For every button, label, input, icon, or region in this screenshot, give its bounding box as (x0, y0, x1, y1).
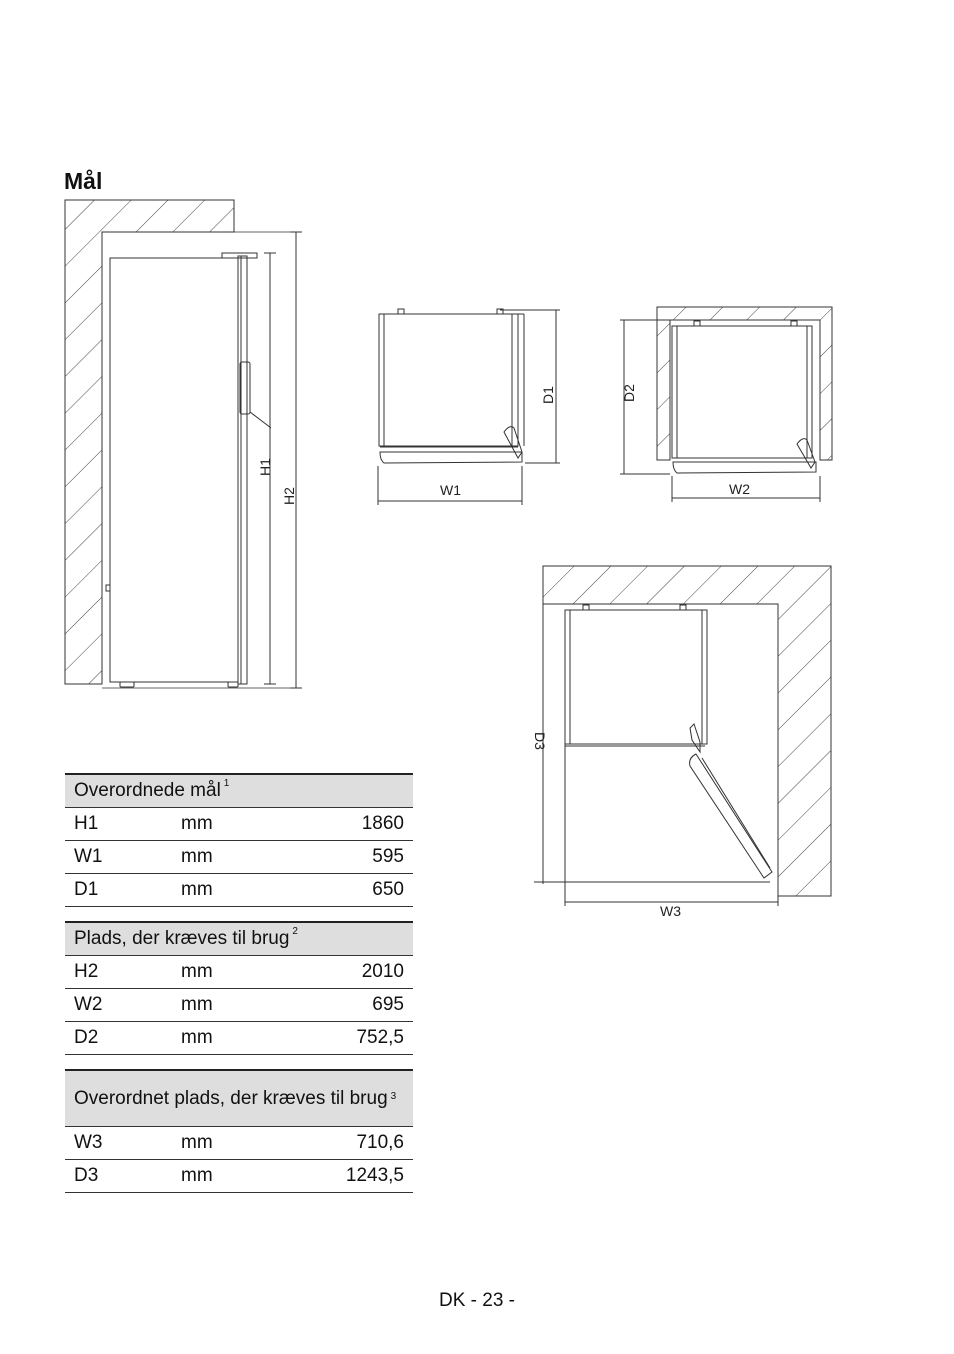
top-view-drawing-2 (620, 307, 832, 502)
w2-label: W2 (729, 481, 750, 497)
w1-label: W1 (440, 482, 461, 498)
table-row: W3 mm 710,6 (65, 1127, 413, 1160)
table-row: D2 mm 752,5 (65, 1022, 413, 1055)
niche-hatch (657, 307, 832, 460)
table-heading: Overordnede mål $^1$ (65, 774, 413, 808)
cabinet-top (379, 314, 518, 446)
top-view-drawing-1 (378, 309, 560, 505)
overall-dimensions-table (65, 773, 413, 907)
cabinet-top-3 (565, 610, 707, 744)
space-required-table (65, 921, 413, 1055)
corner-wall-hatch (543, 566, 831, 896)
page-title: Mål (64, 168, 103, 194)
table-row: H2 mm 2010 (65, 956, 413, 989)
table-row: D1 mm 650 (65, 874, 413, 907)
total-space-table (65, 1069, 413, 1193)
d1-label: D1 (540, 386, 556, 404)
page-number: DK - 23 - (438, 1290, 516, 1311)
table-row: W2 mm 695 (65, 989, 413, 1022)
table-heading: Overordnet plads, der kræves til brug $^3$ (65, 1070, 413, 1127)
table-heading: Plads, der kræves til brug $^2$ (65, 922, 413, 956)
cabinet-side (110, 258, 238, 682)
h1-label: H1 (257, 458, 273, 476)
h2-label: H2 (281, 487, 297, 505)
table-row: D3 mm 1243,5 (65, 1160, 413, 1193)
table-heading-row (65, 1070, 413, 1127)
table-heading-row (65, 774, 413, 808)
corner-view-drawing (534, 566, 831, 906)
door-side (238, 256, 247, 684)
table-row: W1 mm 595 (65, 841, 413, 874)
door-top (380, 452, 522, 463)
d3-label: D3 (532, 732, 548, 750)
table-heading-row (65, 922, 413, 956)
cabinet-top-2 (672, 326, 812, 458)
door-open (690, 754, 772, 878)
door-top-2 (673, 462, 816, 473)
side-view-drawing (65, 200, 302, 688)
w3-label: W3 (660, 903, 681, 919)
table-row: H1 mm 1860 (65, 808, 413, 841)
d2-label: D2 (621, 384, 637, 402)
wall-hatch (65, 200, 234, 684)
